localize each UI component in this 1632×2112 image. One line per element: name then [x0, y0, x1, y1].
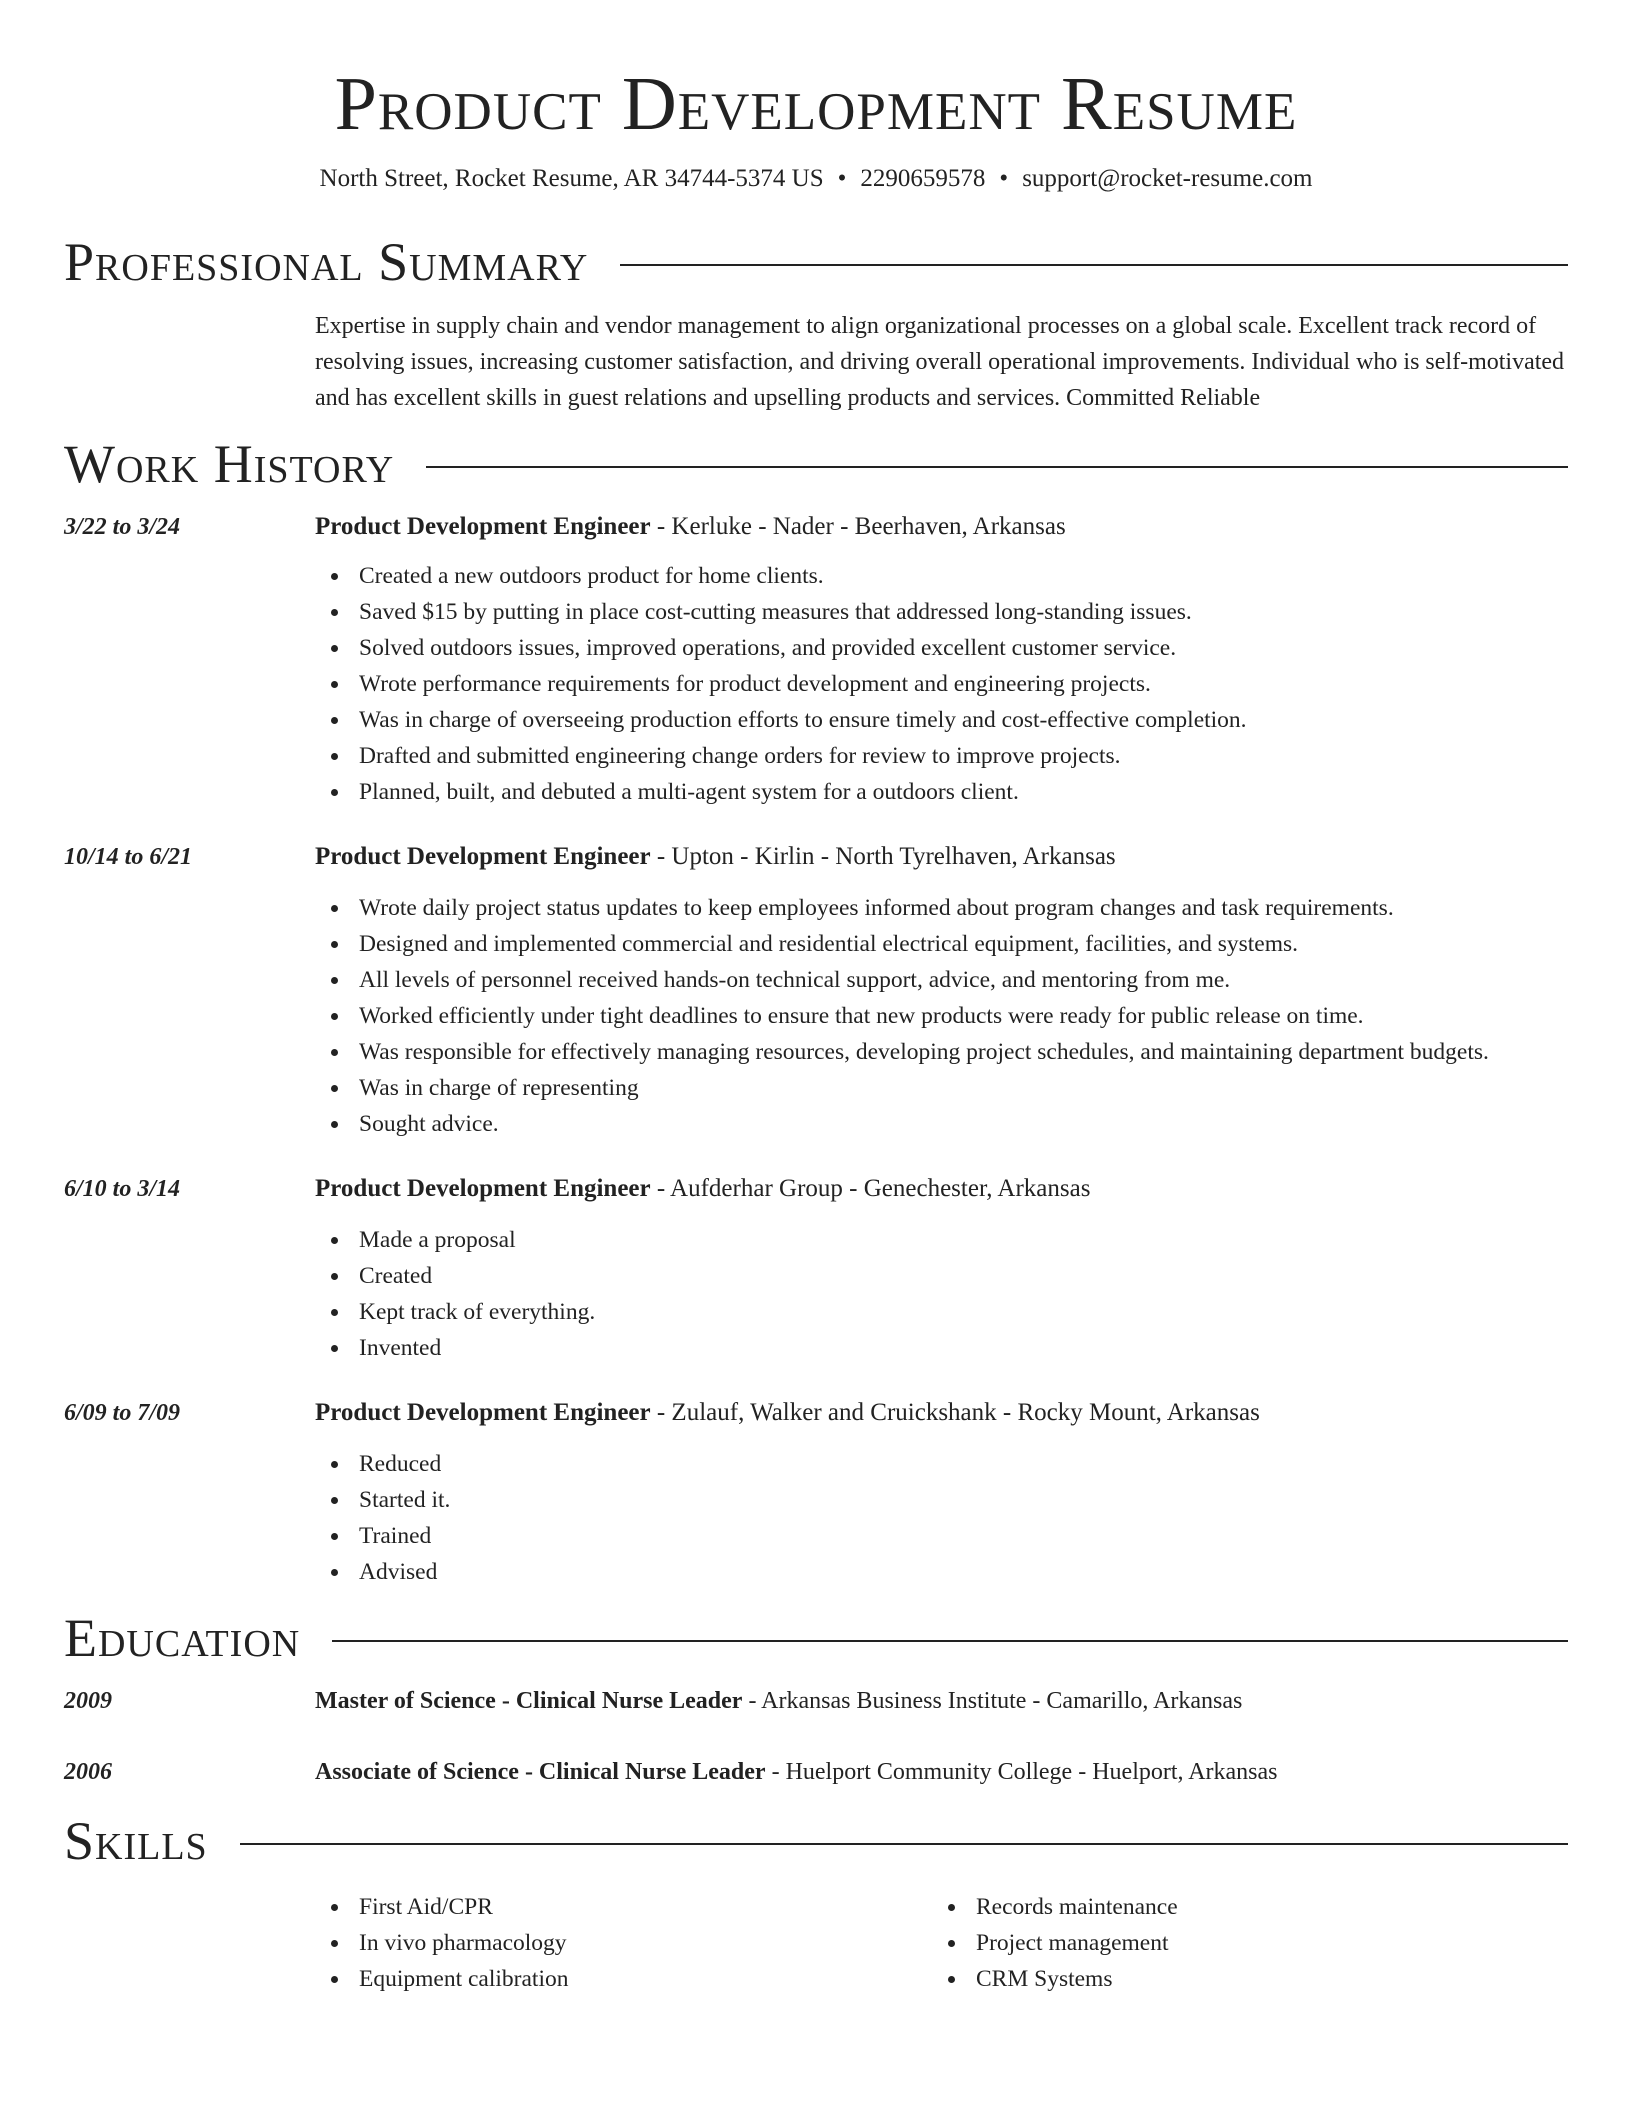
section-divider — [426, 466, 1568, 468]
list-item: All levels of personnel received hands-on technical support, advice, and mentoring from me. — [315, 962, 1568, 998]
address: North Street, Rocket Resume, AR 34744-5374 US — [319, 165, 824, 192]
list-item: Was responsible for effectively managing resources, developing project schedules, and maintaining department budgets. — [315, 1034, 1568, 1070]
list-item: Made a proposal — [315, 1222, 1568, 1258]
section-divider — [332, 1640, 1568, 1642]
education-entry — [64, 1686, 1568, 1716]
section-divider — [240, 1843, 1568, 1845]
phone: 2290659578 — [860, 165, 986, 192]
job-dates: 6/09 to 7/09 — [64, 1400, 181, 1426]
job-title: Product Development Engineer — [315, 1399, 651, 1426]
list-item: Started it. — [315, 1482, 1568, 1518]
job-role — [315, 1174, 1568, 1204]
job-details: - Upton - Kirlin - North Tyrelhaven, Arkansas — [650, 843, 1116, 870]
section-header-skills — [64, 1811, 1568, 1871]
job-bullets — [315, 890, 1568, 1142]
section-title-summary: Professional Summary — [64, 232, 589, 292]
email: support@rocket-resume.com — [1022, 165, 1313, 192]
job-details: - Aufderhar Group - Genechester, Arkansas — [650, 1175, 1091, 1202]
education-details: - Arkansas Business Institute - Camarillo, Arkansas — [742, 1688, 1243, 1714]
contact-separator: • — [999, 165, 1009, 192]
section-header-summary — [64, 232, 1568, 292]
list-item: Was in charge of overseeing production efforts to ensure timely and cost-effective completion. — [315, 702, 1568, 738]
list-item: Wrote daily project status updates to keep employees informed about program changes and task requirements. — [315, 890, 1568, 926]
job-title: Product Development Engineer — [315, 843, 651, 870]
list-item: Planned, built, and debuted a multi-agent system for a outdoors client. — [315, 774, 1568, 810]
job-entry — [64, 842, 1568, 1142]
job-entry — [64, 1174, 1568, 1366]
job-role — [315, 1398, 1568, 1428]
skill-item: First Aid/CPR — [315, 1889, 932, 1925]
skill-item: Project management — [932, 1925, 1549, 1961]
skill-item: Records maintenance — [932, 1889, 1549, 1925]
education-year: 2009 — [64, 1688, 112, 1714]
contact-line — [64, 164, 1568, 194]
skills-column-right — [932, 1889, 1549, 1997]
education-role — [315, 1757, 1568, 1787]
skill-item: In vivo pharmacology — [315, 1925, 932, 1961]
education-role — [315, 1686, 1568, 1716]
skills-list — [315, 1889, 1568, 1997]
job-details: - Kerluke - Nader - Beerhaven, Arkansas — [650, 513, 1066, 540]
contact-separator: • — [837, 165, 847, 192]
list-item: Invented — [315, 1330, 1568, 1366]
list-item: Advised — [315, 1554, 1568, 1590]
job-details: - Zulauf, Walker and Cruickshank - Rocky Mount, Arkansas — [650, 1399, 1260, 1426]
job-bullets — [315, 1222, 1568, 1366]
job-role — [315, 842, 1568, 872]
list-item: Trained — [315, 1518, 1568, 1554]
list-item: Wrote performance requirements for product development and engineering projects. — [315, 666, 1568, 702]
job-entry — [64, 512, 1568, 810]
resume-title: Product Development Resume — [334, 62, 1298, 146]
job-dates: 10/14 to 6/21 — [64, 844, 193, 870]
list-item: Worked efficiently under tight deadlines to ensure that new products were ready for public release on time. — [315, 998, 1568, 1034]
section-header-work — [64, 434, 1568, 494]
list-item: Created a new outdoors product for home clients. — [315, 558, 1568, 594]
education-degree: Master of Science - Clinical Nurse Leader — [315, 1688, 743, 1714]
skill-item: CRM Systems — [932, 1961, 1549, 1997]
section-title-skills: Skills — [64, 1811, 208, 1871]
job-bullets — [315, 1446, 1568, 1590]
list-item: Sought advice. — [315, 1106, 1568, 1142]
list-item: Drafted and submitted engineering change orders for review to improve projects. — [315, 738, 1568, 774]
section-title-work: Work History — [64, 434, 395, 494]
job-bullets — [315, 558, 1568, 810]
section-title-education: Education — [64, 1608, 301, 1668]
skills-column-left — [315, 1889, 932, 1997]
section-header-education — [64, 1608, 1568, 1668]
education-entry — [64, 1757, 1568, 1787]
job-entry — [64, 1398, 1568, 1590]
section-divider — [620, 264, 1568, 266]
education-year: 2006 — [64, 1759, 112, 1785]
list-item: Created — [315, 1258, 1568, 1294]
education-details: - Huelport Community College - Huelport, Arkansas — [765, 1759, 1278, 1785]
summary-text: Expertise in supply chain and vendor management to align organizational processes on a global scale. Excellent track record of resolving issues, increasing customer satisfaction, and driving overall operational improvements. Individual who is self-motivated and has excellent skills in guest relations and upselling products and services. Committed Reliable — [315, 313, 1565, 411]
list-item: Saved $15 by putting in place cost-cutting measures that addressed long-standing issues. — [315, 594, 1568, 630]
list-item: Kept track of everything. — [315, 1294, 1568, 1330]
list-item: Was in charge of representing — [315, 1070, 1568, 1106]
job-role — [315, 512, 1568, 542]
job-title: Product Development Engineer — [315, 1175, 651, 1202]
list-item: Reduced — [315, 1446, 1568, 1482]
job-dates: 3/22 to 3/24 — [64, 514, 181, 540]
list-item: Solved outdoors issues, improved operations, and provided excellent customer service. — [315, 630, 1568, 666]
job-dates: 6/10 to 3/14 — [64, 1176, 181, 1202]
job-title: Product Development Engineer — [315, 513, 651, 540]
skill-item: Equipment calibration — [315, 1961, 932, 1997]
education-degree: Associate of Science - Clinical Nurse Leader — [315, 1759, 766, 1785]
resume-page — [64, 0, 1568, 1997]
list-item: Designed and implemented commercial and residential electrical equipment, facilities, and systems. — [315, 926, 1568, 962]
